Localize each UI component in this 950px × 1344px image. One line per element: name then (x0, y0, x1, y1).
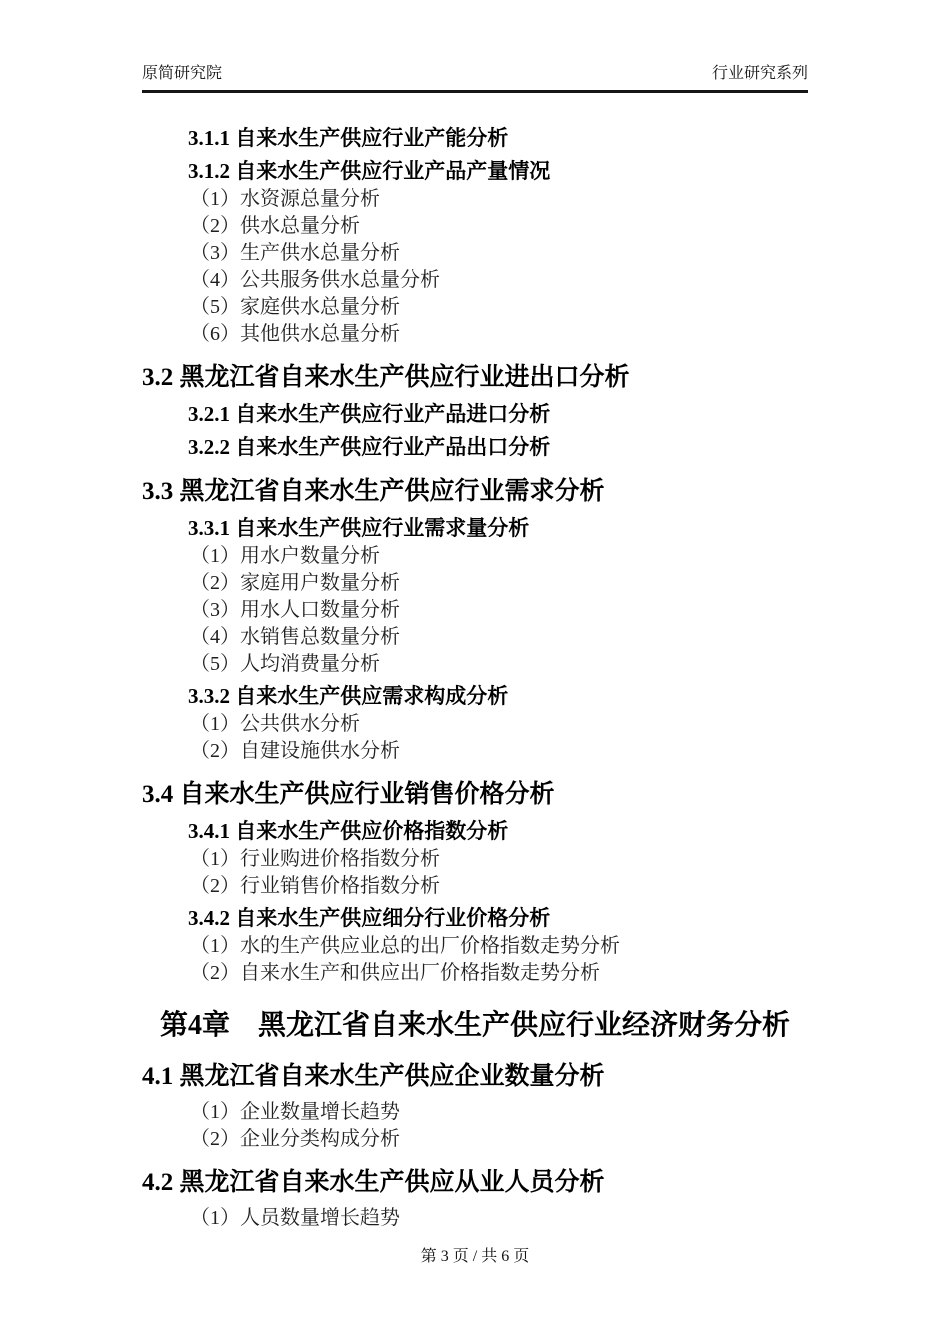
page-footer (0, 1243, 950, 1266)
toc-entry-section: 3.4 自来水生产供应行业销售价格分析 (142, 781, 555, 808)
toc-entry-item: （2）企业分类构成分析 (190, 1128, 400, 1150)
toc-entry-subsection: 3.4.2 自来水生产供应细分行业价格分析 (188, 906, 551, 930)
toc-entry-item: （1）行业购进价格指数分析 (190, 848, 440, 870)
table-of-contents (142, 120, 808, 1232)
toc-entry-item: （2）行业销售价格指数分析 (190, 875, 440, 897)
toc-entry-subsection: 3.4.1 自来水生产供应价格指数分析 (188, 819, 509, 843)
toc-entry-subsection: 3.3.1 自来水生产供应行业需求量分析 (188, 516, 530, 540)
toc-entry-item: （4）水销售总数量分析 (190, 626, 400, 648)
toc-entry-item: （6）其他供水总量分析 (190, 323, 400, 345)
toc-entry-item: （1）水资源总量分析 (190, 188, 380, 210)
toc-entry-item: （1）企业数量增长趋势 (190, 1101, 400, 1123)
toc-entry-subsection: 3.3.2 自来水生产供应需求构成分析 (188, 684, 509, 708)
toc-entry-subsection: 3.2.1 自来水生产供应行业产品进口分析 (188, 402, 551, 426)
toc-entry-item: （3）用水人口数量分析 (190, 599, 400, 621)
toc-entry-section: 3.3 黑龙江省自来水生产供应行业需求分析 (142, 478, 605, 505)
toc-entry-item: （2）家庭用户数量分析 (190, 572, 400, 594)
toc-entry-section: 4.1 黑龙江省自来水生产供应企业数量分析 (142, 1063, 605, 1090)
report-header (142, 64, 808, 93)
toc-entry-subsection: 3.1.2 自来水生产供应行业产品产量情况 (188, 159, 551, 183)
toc-entry-item: （1）用水户数量分析 (190, 545, 380, 567)
page-number: 第 3 页 / 共 6 页 (420, 1248, 530, 1265)
toc-entry-item: （2）自来水生产和供应出厂价格指数走势分析 (190, 962, 600, 984)
toc-entry-item: （2）供水总量分析 (190, 215, 360, 237)
toc-entry-item: （4）公共服务供水总量分析 (190, 269, 440, 291)
toc-entry-section: 4.2 黑龙江省自来水生产供应从业人员分析 (142, 1169, 605, 1196)
header-right-label: 行业研究系列 (711, 65, 808, 82)
toc-entry-item: （1）水的生产供应业总的出厂价格指数走势分析 (190, 935, 620, 957)
toc-entry-subsection: 3.2.2 自来水生产供应行业产品出口分析 (188, 435, 551, 459)
toc-entry-item: （2）自建设施供水分析 (190, 740, 400, 762)
toc-entry-chapter: 第4章 黑龙江省自来水生产供应行业经济财务分析 (159, 1010, 790, 1041)
header-left-label: 原简研究院 (142, 65, 223, 82)
toc-entry-subsection: 3.1.1 自来水生产供应行业产能分析 (188, 126, 509, 150)
toc-entry-item: （1）人员数量增长趋势 (190, 1207, 400, 1229)
toc-entry-item: （3）生产供水总量分析 (190, 242, 400, 264)
toc-entry-item: （5）人均消费量分析 (190, 653, 380, 675)
toc-entry-item: （1）公共供水分析 (190, 713, 360, 735)
toc-entry-item: （5）家庭供水总量分析 (190, 296, 400, 318)
toc-entry-section: 3.2 黑龙江省自来水生产供应行业进出口分析 (142, 364, 630, 391)
